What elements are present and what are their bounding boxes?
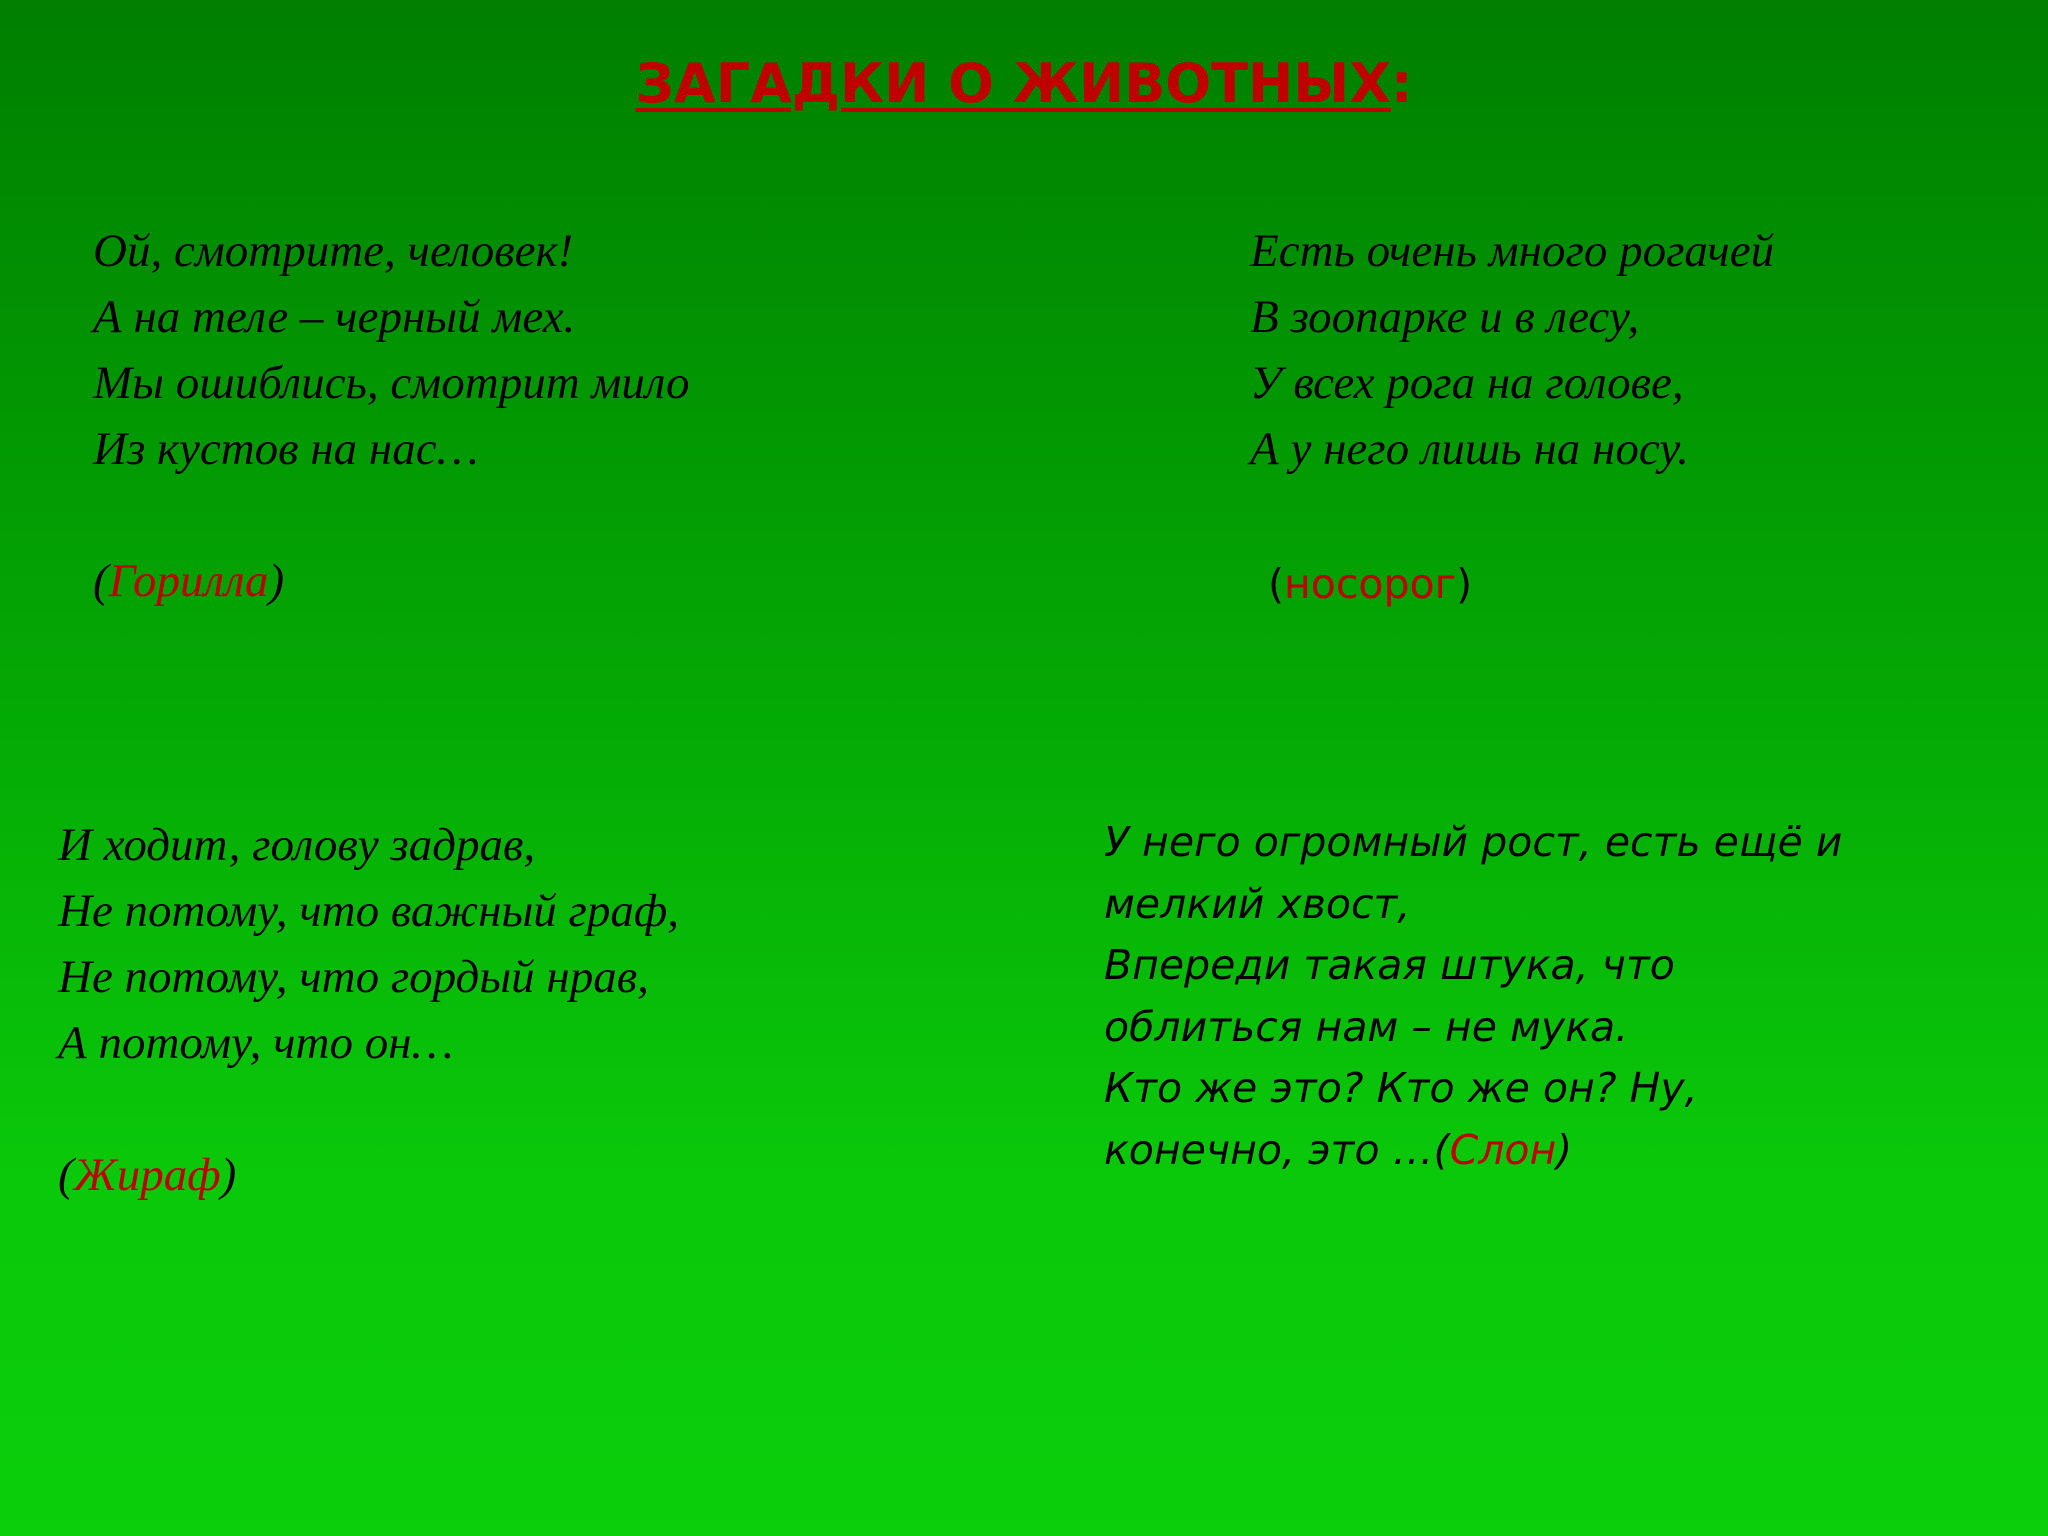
- riddle-giraffe: [58, 812, 679, 1208]
- blank-line: [58, 1076, 679, 1142]
- riddle-line: Ой, смотрите, человек!: [93, 225, 574, 277]
- answer-close-paren: ): [1556, 1125, 1573, 1174]
- riddle-answer: [1268, 557, 1472, 611]
- riddle-line: А потому, что он…: [58, 1017, 454, 1069]
- riddle-line: Впереди такая штука, что: [1104, 941, 1675, 989]
- riddle-line: облиться нам – не мука.: [1104, 1002, 1629, 1051]
- answer-word: Слон: [1449, 1125, 1557, 1174]
- riddle-line: И ходит, голову задрав,: [58, 819, 536, 871]
- answer-word: Горилла: [108, 555, 269, 607]
- riddle-line: Не потому, что важный граф,: [58, 885, 679, 937]
- riddle-line: А на теле – черный мех.: [93, 291, 576, 343]
- riddle-line: В зоопарке и в лесу,: [1250, 291, 1640, 343]
- riddle-line: мелкий хвост,: [1104, 879, 1411, 928]
- riddle-answer: [93, 548, 689, 614]
- riddle-line: Мы ошиблись, смотрит мило: [93, 357, 690, 409]
- answer-word: носорог: [1284, 560, 1457, 608]
- riddle-line: Кто же это? Кто же он? Ну,: [1104, 1064, 1698, 1112]
- riddle-answer: [58, 1142, 679, 1208]
- answer-close-paren: ): [268, 555, 285, 607]
- riddle-line: Из кустов на нас…: [93, 423, 479, 475]
- riddle-gorilla: [93, 218, 689, 614]
- blank-line: [93, 482, 689, 548]
- answer-word: Жираф: [73, 1149, 221, 1201]
- title-text: ЗАГАДКИ О ЖИВОТНЫХ: [635, 52, 1391, 115]
- riddle-line-end: конечно, это …(: [1104, 1125, 1450, 1174]
- answer-close-paren: ): [1456, 560, 1473, 608]
- answer-open-paren: (: [1268, 560, 1284, 608]
- riddle-line: Есть очень много рогачей: [1250, 225, 1775, 277]
- answer-open-paren: (: [93, 555, 109, 607]
- slide-title: [0, 48, 2048, 120]
- answer-close-paren: ): [220, 1149, 237, 1201]
- riddle-line: У него огромный рост, есть ещё и: [1104, 818, 1843, 866]
- riddle-answer-line: [1104, 1120, 1842, 1182]
- riddle-elephant: [1104, 812, 1842, 1181]
- riddle-line: А у него лишь на носу.: [1250, 423, 1690, 475]
- riddle-rhinoceros: [1250, 218, 1774, 482]
- answer-open-paren: (: [58, 1149, 74, 1201]
- riddle-line: Не потому, что гордый нрав,: [58, 951, 649, 1003]
- riddle-line: У всех рога на голове,: [1250, 357, 1684, 409]
- title-colon: :: [1390, 52, 1413, 115]
